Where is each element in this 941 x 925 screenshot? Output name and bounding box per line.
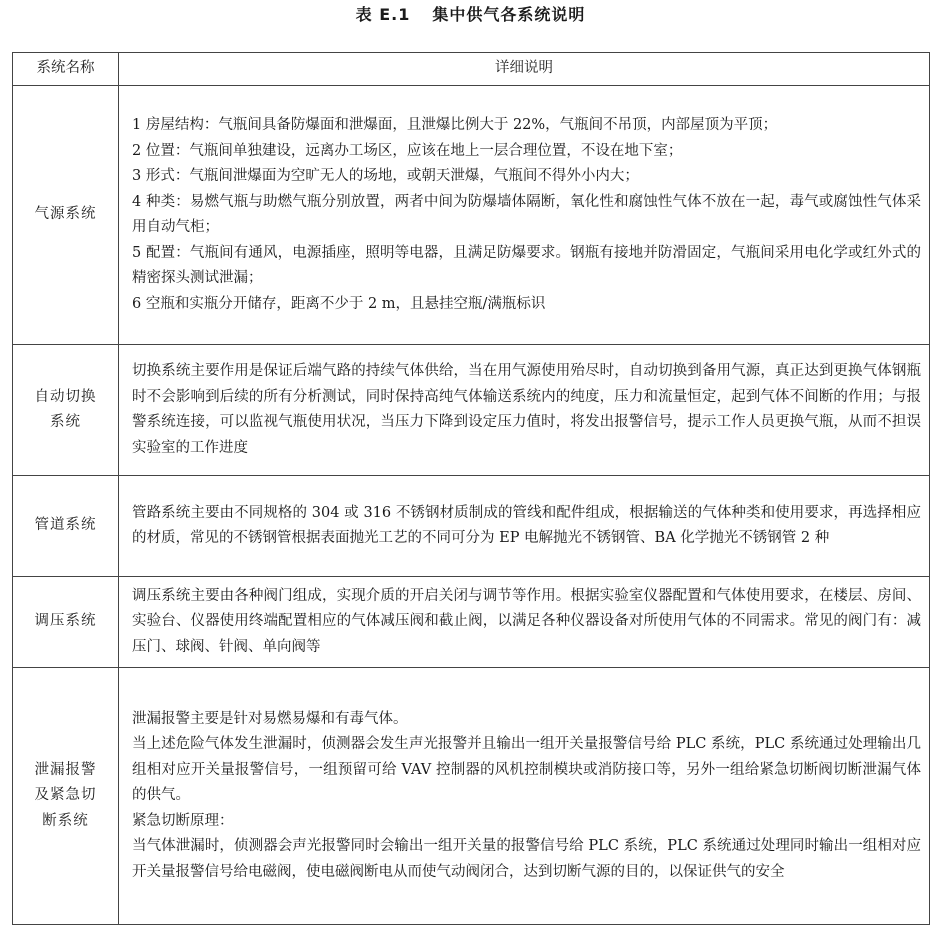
- detail-line: 泄漏报警主要是针对易燃易爆和有毒气体。: [132, 710, 408, 727]
- table-title: [0, 4, 941, 26]
- table-row: [13, 577, 930, 668]
- detail-cell: [119, 668, 930, 925]
- detail-line: 紧急切断原理：: [132, 812, 234, 829]
- system-name-cell: 气源系统: [13, 86, 119, 345]
- detail-line: 4 种类：易燃气瓶与助燃气瓶分别放置，两者中间为防爆墙体隔断，氧化性和腐蚀性气体不放在一起，毒气或腐蚀性气体采用自动气柜；: [132, 193, 921, 235]
- detail-line: 当气体泄漏时，侦测器会声光报警同时会输出一组开关量的报警信号给 PLC 系统，PLC 系统通过处理同时输出一组相对应开关量报警信号给电磁阀，使电磁阀断电从而使气动阀闭合，达到切断气源的目的，以保证供气的安全: [132, 838, 921, 880]
- table-row: [13, 345, 930, 476]
- detail-line: 切换系统主要作用是保证后端气路的持续气体供给，当在用气源使用殆尽时，自动切换到备用气源，真正达到更换气体钢瓶时不会影响到后续的所有分析测试，同时保持高纯气体输送系统内的纯度，压力和流量恒定，起到气体不间断的作用；与报警系统连接，可以监视气瓶使用状况，当压力下降到设定压力值时，将发出报警信号，提示工作人员更换气瓶，从而不担误实验室的工作进度: [132, 363, 921, 456]
- table-header-row: [13, 53, 930, 86]
- detail-line: 当上述危险气体发生泄漏时，侦测器会发生声光报警并且输出一组开关量报警信号给 PLC 系统，PLC 系统通过处理输出几组相对应开关量报警信号，一组预留可给 VAV 控制器的风机控制模块或消防接口等，另外一组给紧急切断阀切断泄漏气体的供气。: [132, 736, 921, 804]
- system-name-cell: 自动切换系统: [13, 345, 119, 476]
- system-name-cell: 泄漏报警及紧急切断系统: [13, 668, 119, 925]
- column-header-details: 详细说明: [119, 53, 930, 86]
- detail-line: 3 形式：气瓶间泄爆面为空旷无人的场地，或朝天泄爆，气瓶间不得外小内大；: [132, 168, 639, 184]
- detail-cell: [119, 345, 930, 476]
- table-row: [13, 476, 930, 577]
- detail-line: 1 房屋结构：气瓶间具备防爆面和泄爆面，且泄爆比例大于 22%，气瓶间不吊顶，内部屋顶为平顶；: [132, 117, 778, 133]
- detail-line: 6 空瓶和实瓶分开储存，距离不少于 2 m，且悬挂空瓶/满瓶标识: [132, 295, 546, 312]
- detail-line: 2 位置：气瓶间单独建设，远离办工场区，应该在地上一层合理位置，不设在地下室；: [132, 142, 683, 159]
- system-description-table: [12, 52, 930, 925]
- detail-cell: [119, 86, 930, 345]
- system-name-cell: 管道系统: [13, 476, 119, 577]
- detail-line: 管路系统主要由不同规格的 304 或 316 不锈钢材质制成的管线和配件组成，根据输送的气体种类和使用要求，再选择相应的材质，常见的不锈钢管根据表面抛光工艺的不同可分为 EP 电解抛光不锈钢管、BA 化学抛光不锈钢管 2 种: [132, 504, 921, 546]
- detail-line: 调压系统主要由各种阀门组成，实现介质的开启关闭与调节等作用。根据实验室仪器配置和气体使用要求，在楼层、房间、实验台、仪器使用终端配置相应的气体减压阀和截止阀，以满足各种仪器设备对所使用气体的不同需求。常见的阀门有：减压门、球阀、针阀、单向阀等: [132, 587, 921, 655]
- detail-cell: [119, 577, 930, 668]
- table-number: 表 E.1: [355, 5, 411, 24]
- column-header-system-name: 系统名称: [13, 53, 119, 86]
- detail-line: 5 配置：气瓶间有通风，电源插座，照明等电器，且满足防爆要求。钢瓶有接地并防滑固定，气瓶间采用电化学或红外式的精密探头测试泄漏；: [132, 244, 921, 286]
- system-name-cell: 调压系统: [13, 577, 119, 668]
- detail-cell: [119, 476, 930, 577]
- table-title-text: 集中供气各系统说明: [432, 5, 586, 24]
- table-row: [13, 86, 930, 345]
- table-row: [13, 668, 930, 925]
